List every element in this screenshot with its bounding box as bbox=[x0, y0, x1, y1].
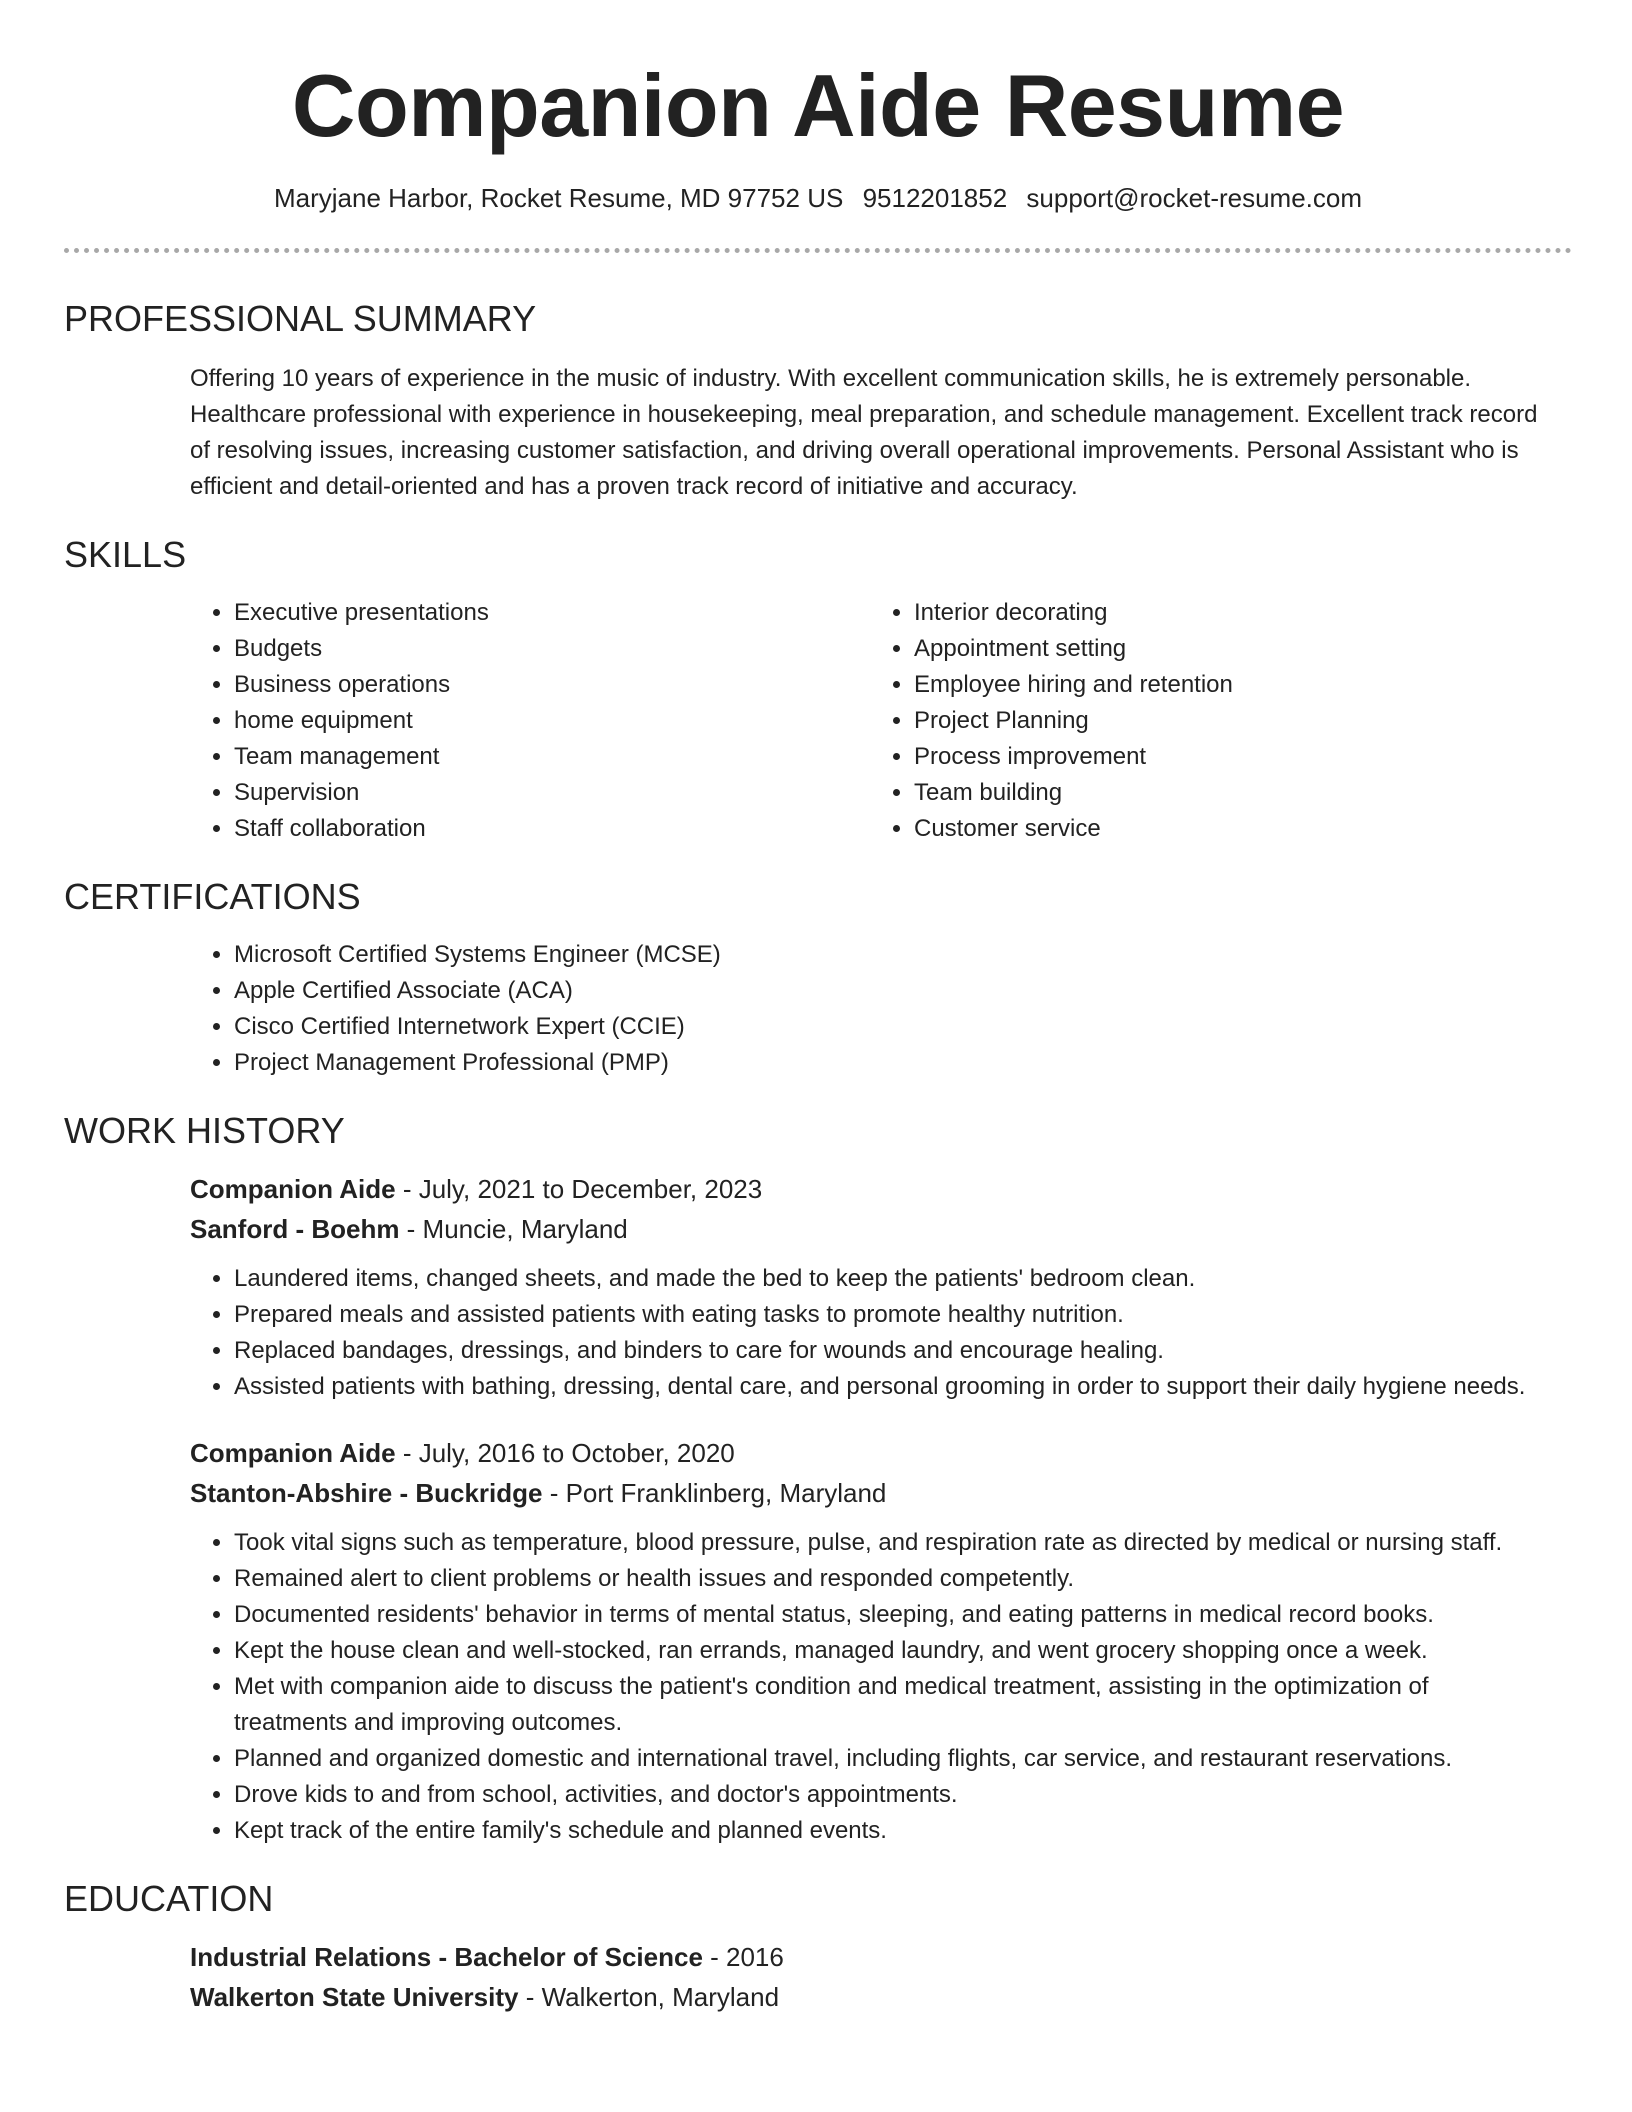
list-item: • Apple Certified Associate (ACA) bbox=[234, 973, 1572, 1009]
list-item: • Executive presentations bbox=[234, 595, 744, 631]
resume-page bbox=[64, 0, 1572, 2017]
list-item: • Project Planning bbox=[914, 703, 1424, 739]
list-item: • Project Management Professional (PMP) bbox=[234, 1045, 1572, 1081]
job-responsibilities bbox=[64, 1261, 1572, 1405]
list-item: • Planned and organized domestic and international travel, including flights, car service, and restaurant reservations. bbox=[234, 1741, 1542, 1777]
education-year: - 2016 bbox=[702, 1942, 784, 1972]
list-item: • Kept the house clean and well-stocked, ran errands, managed laundry, and went grocery shopping once a week. bbox=[234, 1633, 1542, 1669]
list-item: • Staff collaboration bbox=[234, 811, 744, 847]
list-item: • Met with companion aide to discuss the patient's condition and medical treatment, assisting in the optimization of treatments and improving outcomes. bbox=[234, 1669, 1542, 1741]
resume-title: Companion Aide Resume bbox=[291, 56, 1345, 155]
list-item: • Drove kids to and from school, activities, and doctor's appointments. bbox=[234, 1777, 1542, 1813]
certifications-list bbox=[64, 937, 1572, 1081]
certifications-heading: CERTIFICATIONS bbox=[64, 876, 361, 917]
list-item: • Assisted patients with bathing, dressing, dental care, and personal grooming in order to support their daily hygiene needs. bbox=[234, 1369, 1542, 1405]
job-company: Sanford - Boehm bbox=[190, 1214, 400, 1244]
skills-list-right bbox=[744, 595, 1424, 847]
list-item: • Employee hiring and retention bbox=[914, 667, 1424, 703]
job-title: Companion Aide bbox=[190, 1174, 396, 1204]
list-item: • Interior decorating bbox=[914, 595, 1424, 631]
job-location: - Muncie, Maryland bbox=[399, 1214, 628, 1244]
list-item: • Supervision bbox=[234, 775, 744, 811]
job-dates: - July, 2016 to October, 2020 bbox=[395, 1438, 735, 1468]
education-degree-line bbox=[190, 1937, 1572, 1977]
job-company-line bbox=[190, 1209, 1572, 1249]
list-item: • Took vital signs such as temperature, blood pressure, pulse, and respiration rate as directed by medical or nursing staff. bbox=[234, 1525, 1542, 1561]
education-location: - Walkerton, Maryland bbox=[518, 1982, 780, 2012]
education-school-line bbox=[190, 1977, 1572, 2017]
list-item: • Kept track of the entire family's schedule and planned events. bbox=[234, 1813, 1542, 1849]
contact-email: support@rocket-resume.com bbox=[1026, 183, 1363, 213]
contact-line bbox=[64, 178, 1572, 218]
job-title-line bbox=[190, 1169, 1572, 1209]
skills-list-left bbox=[64, 595, 744, 847]
job-responsibilities bbox=[64, 1525, 1572, 1849]
education-degree: Industrial Relations - Bachelor of Science bbox=[190, 1942, 703, 1972]
list-item: • Cisco Certified Internetwork Expert (CCIE) bbox=[234, 1009, 1572, 1045]
list-item: • Customer service bbox=[914, 811, 1424, 847]
education-school: Walkerton State University bbox=[190, 1982, 519, 2012]
job-location: - Port Franklinberg, Maryland bbox=[542, 1478, 887, 1508]
contact-address: Maryjane Harbor, Rocket Resume, MD 97752 US bbox=[273, 183, 844, 213]
job-title-line bbox=[190, 1433, 1572, 1473]
summary-heading: PROFESSIONAL SUMMARY bbox=[64, 298, 537, 339]
job-company-line bbox=[190, 1473, 1572, 1513]
contact-phone: 9512201852 bbox=[862, 183, 1008, 213]
job-dates: - July, 2021 to December, 2023 bbox=[395, 1174, 763, 1204]
list-item: • Appointment setting bbox=[914, 631, 1424, 667]
header-divider bbox=[64, 248, 1572, 253]
list-item: • Laundered items, changed sheets, and made the bed to keep the patients' bedroom clean. bbox=[234, 1261, 1542, 1297]
list-item: • Prepared meals and assisted patients with eating tasks to promote healthy nutrition. bbox=[234, 1297, 1542, 1333]
list-item: • Team building bbox=[914, 775, 1424, 811]
skills-heading: SKILLS bbox=[64, 534, 187, 575]
list-item: • Budgets bbox=[234, 631, 744, 667]
education-heading: EDUCATION bbox=[64, 1878, 274, 1919]
work-heading: WORK HISTORY bbox=[64, 1110, 345, 1151]
list-item: • Microsoft Certified Systems Engineer (MCSE) bbox=[234, 937, 1572, 973]
list-item: • Business operations bbox=[234, 667, 744, 703]
list-item: • Replaced bandages, dressings, and binders to care for wounds and encourage healing. bbox=[234, 1333, 1542, 1369]
list-item: • Process improvement bbox=[914, 739, 1424, 775]
summary-text: Offering 10 years of experience in the music of industry. With excellent communication skills, he is extremely personable. Healthcare professional with experience in housekeeping, meal preparation, and schedule management. Excellent track record of resolving issues, increasing customer satisfaction, and driving overall operational improvements. Personal Assistant who is efficient and detail-oriented and has a proven track record of initiative and accuracy. bbox=[190, 365, 1538, 500]
list-item: • home equipment bbox=[234, 703, 744, 739]
list-item: • Remained alert to client problems or health issues and responded competently. bbox=[234, 1561, 1542, 1597]
job-title: Companion Aide bbox=[190, 1438, 396, 1468]
list-item: • Documented residents' behavior in terms of mental status, sleeping, and eating patterns in medical record books. bbox=[234, 1597, 1542, 1633]
list-item: • Team management bbox=[234, 739, 744, 775]
skills-grid bbox=[64, 595, 1572, 847]
job-company: Stanton-Abshire - Buckridge bbox=[190, 1478, 543, 1508]
